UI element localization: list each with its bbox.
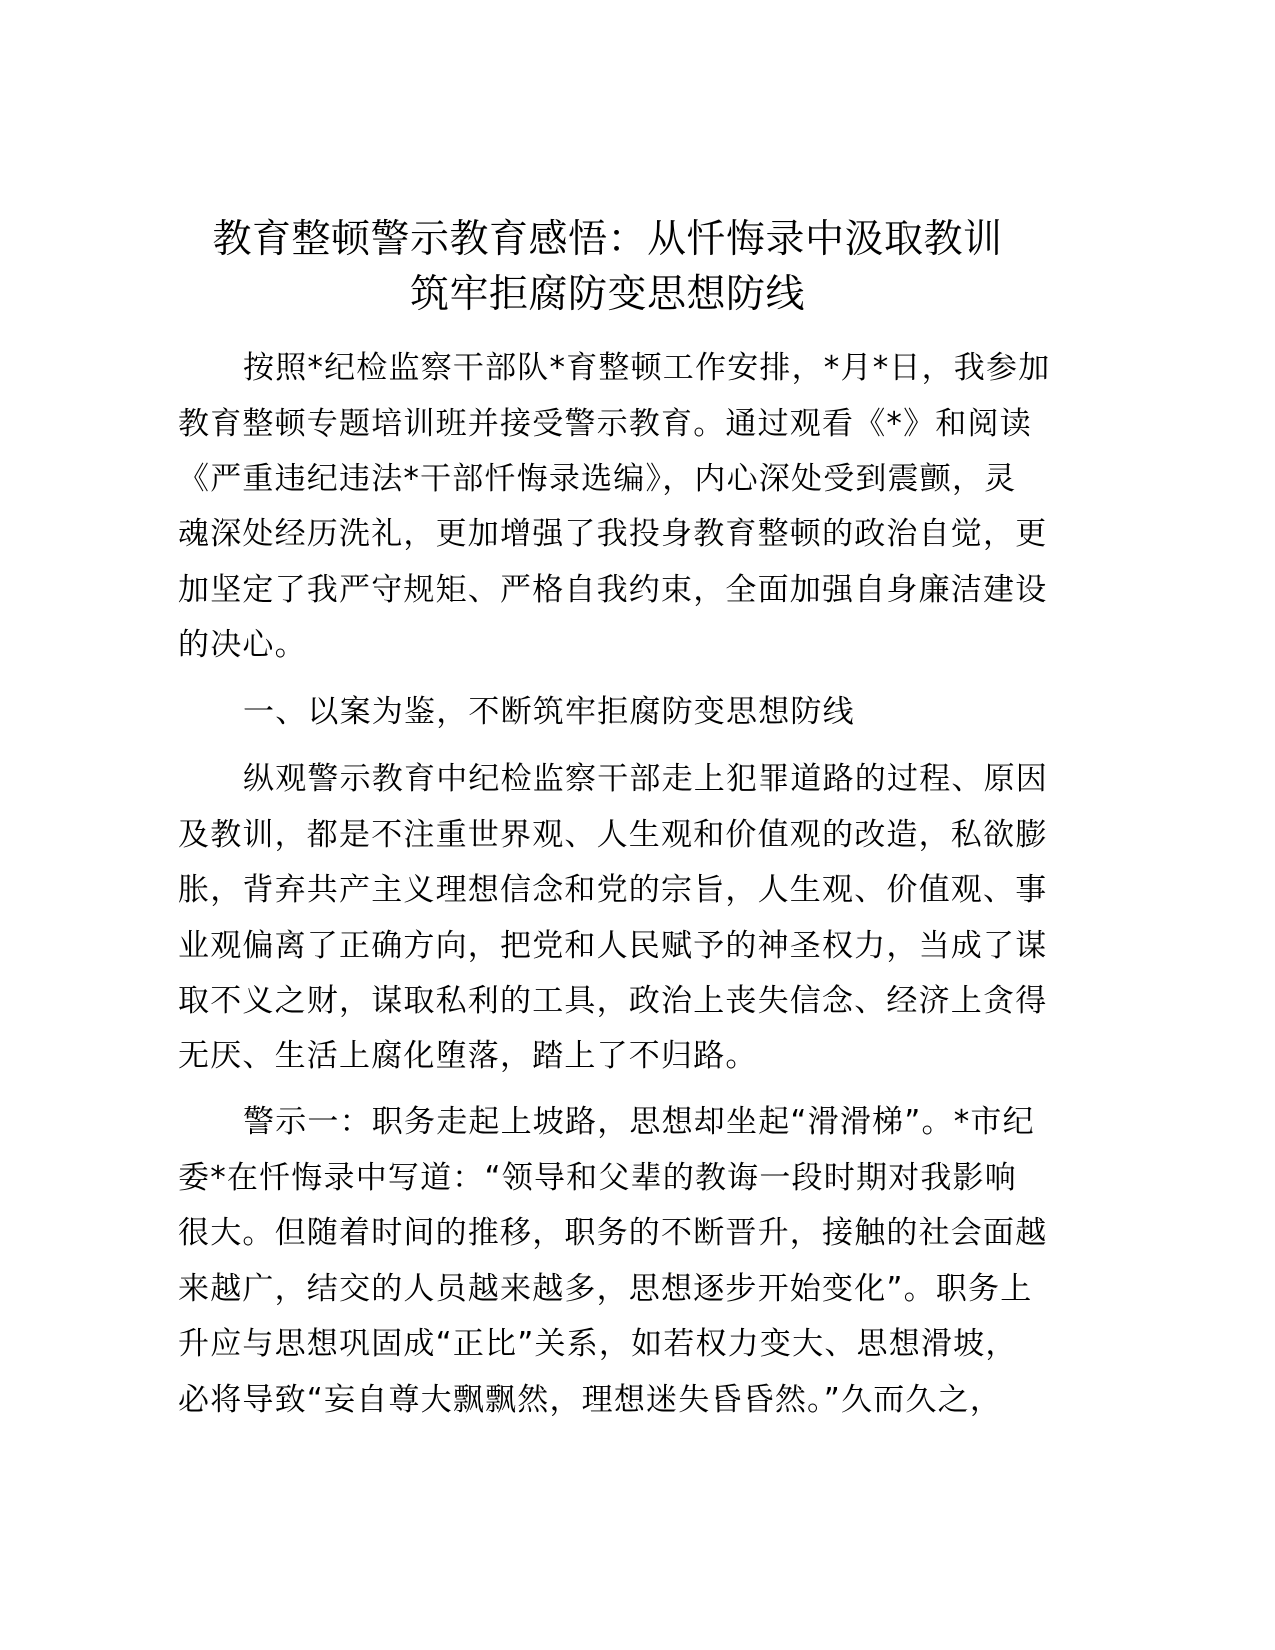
paragraph-line: 加坚定了我严守规矩、严格自我约束，全面加强自身廉洁建设 [178,572,1048,608]
document-title [150,212,1065,322]
paragraph-line: 来越广，结交的人员越来越多，思想逐步开始变化”。职务上 [178,1271,1033,1307]
paragraph-line: 无厌、生活上腐化堕落，踏上了不归路。 [178,1038,758,1074]
paragraph-line: 胀，背弃共产主义理想信念和党的宗旨，人生观、价值观、事 [178,872,1048,908]
title-line-2: 筑牢拒腐防变思想防线 [409,272,805,317]
paragraph-line: 业观偏离了正确方向，把党和人民赋予的神圣权力，当成了谋 [178,928,1048,964]
paragraph-line: 委*在忏悔录中写道：“领导和父辈的教诲一段时期对我影响 [178,1160,1017,1196]
paragraph-line: 魂深处经历洗礼，更加增强了我投身教育整顿的政治自觉，更 [178,516,1048,552]
paragraph-line: 教育整顿专题培训班并接受警示教育。通过观看《*》和阅读 [178,406,1032,442]
title-line-1: 教育整顿警示教育感悟：从忏悔录中汲取教训 [212,217,1003,262]
paragraph-line: 及教训，都是不注重世界观、人生观和价值观的改造，私欲膨 [178,817,1048,853]
paragraph-line: 很大。但随着时间的推移，职务的不断晋升，接触的社会面越 [178,1215,1048,1251]
paragraph-line: 必将导致“妄自尊大飘飘然，理想迷失昏昏然。”久而久之， [178,1382,1003,1418]
paragraph-line: 纵观警示教育中纪检监察干部走上犯罪道路的过程、原因 [243,761,1048,797]
paragraph-line: 按照*纪检监察干部队*育整顿工作安排，*月*日，我参加 [243,350,1051,386]
paragraph-line: 升应与思想巩固成“正比”关系，如若权力变大、思想滑坡， [178,1326,1018,1362]
paragraph-line: 《严重违纪违法*干部忏悔录选编》，内心深处受到震颤，灵 [178,461,1017,497]
section-heading: 一、以案为鉴，不断筑牢拒腐防变思想防线 [243,694,855,730]
paragraph-line: 的决心。 [178,627,307,663]
paragraph-line: 警示一：职务走起上坡路，思想却坐起“滑滑梯”。*市纪 [243,1104,1035,1140]
paragraph-line: 取不义之财，谋取私利的工具，政治上丧失信念、经济上贪得 [178,983,1048,1019]
